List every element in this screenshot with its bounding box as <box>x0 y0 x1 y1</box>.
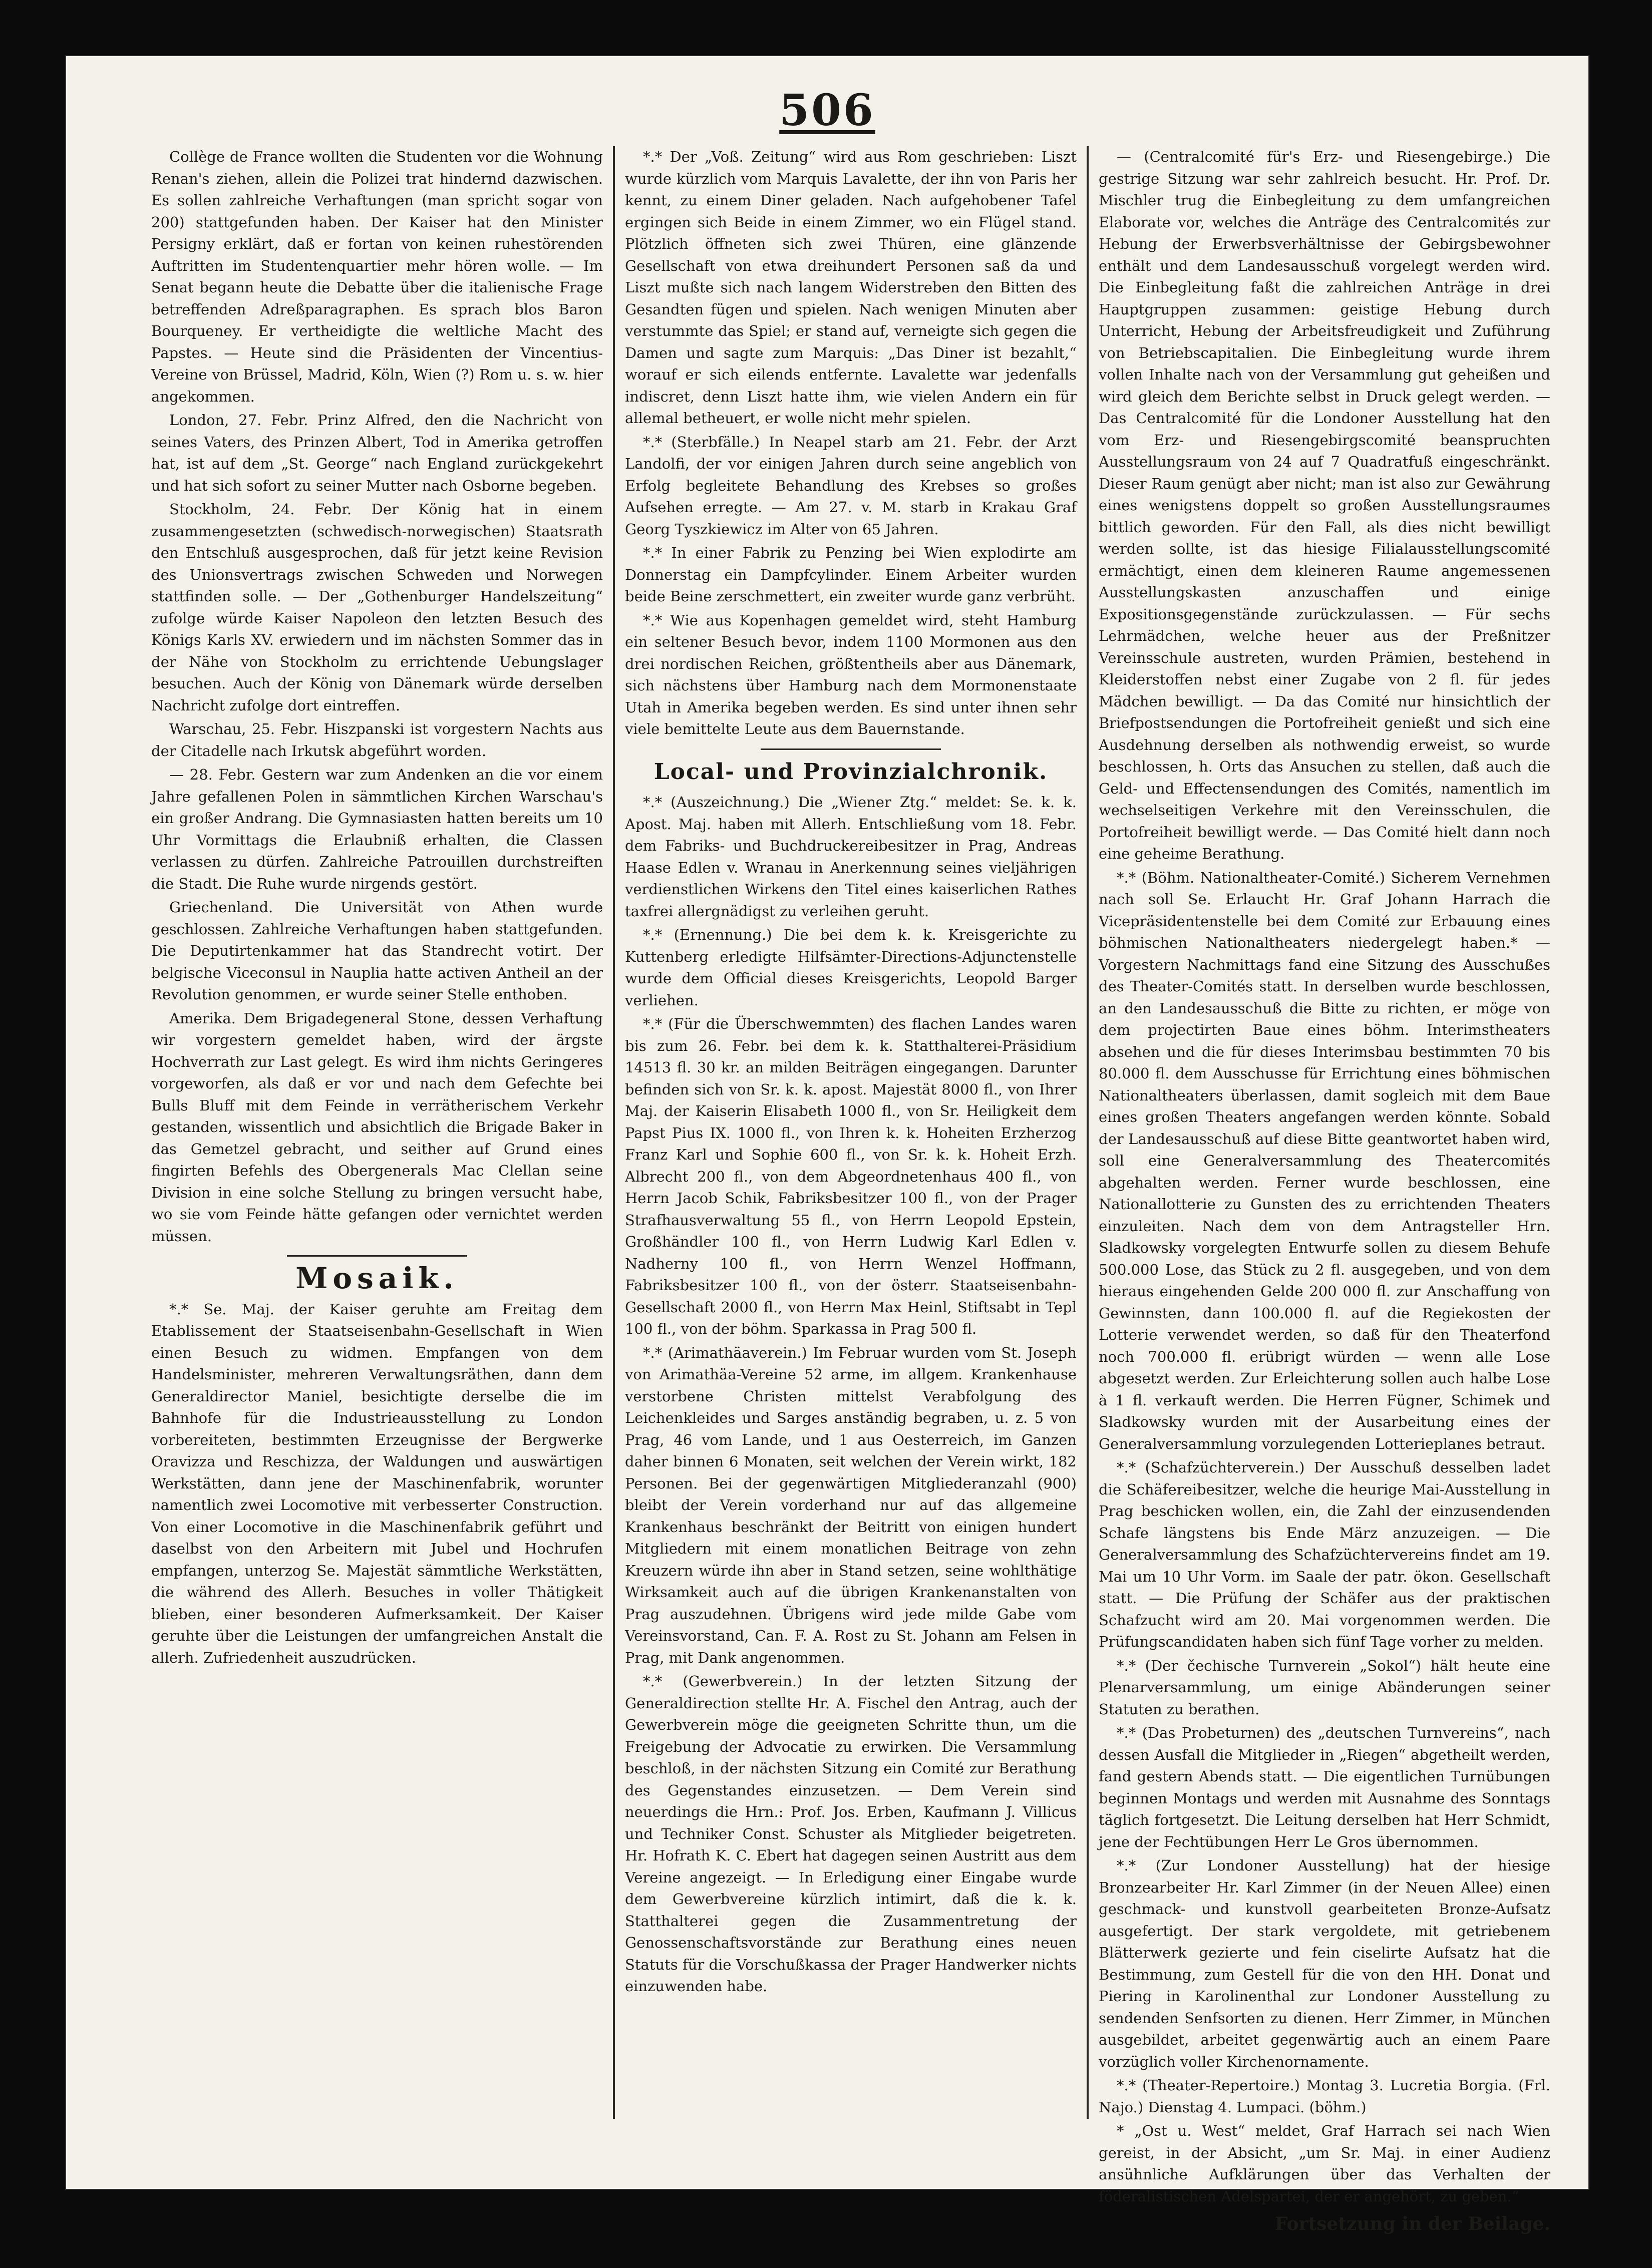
paragraph: *.* Wie aus Kopenhagen gemeldet wird, steht Hamburg ein seltener Besuch bevor, indem 1100 Mormonen aus den drei nordischen Reichen, größtentheils aber aus Dänemark, sich nächstens über Hamburg nach dem Mormonenstaate Utah in Amerika begeben werden. Es sind unter ihnen sehr viele bemittelte Leute aus dem Bauernstande. <box>625 611 1077 737</box>
section-divider <box>761 748 941 750</box>
column-2 <box>615 146 1087 2119</box>
paragraph: Collège de France wollten die Studenten vor die Wohnung Renan's ziehen, allein die Polizei trat hindernd dazwischen. Es sollen zahlreiche Verhaftungen (man spricht sogar von 200) stattgefunden haben. Der Kaiser hat den Minister Persigny erklärt, daß er fortan von keinen ruhestörenden Auftritten im Studentenquartier mehr hören wolle. — Im Senat begann heute die Debatte über die italienische Frage betreffenden Adreßparagraphen. Es sprach blos Baron Bourqueney. Er vertheidigte die weltliche Macht des Papstes. — Heute sind die Präsidenten der Vincentius-Vereine von Brüssel, Madrid, Köln, Wien (?) Rom u. s. w. hier angekommen. <box>151 148 603 405</box>
paragraph: *.* (Sterbfälle.) In Neapel starb am 21. Febr. der Arzt Landolfi, der vor einigen Jahren durch seine angeblich von Erfolg begleitete Behandlung des Krebses so großes Aufsehen erregte. — Am 27. v. M. starb in Krakau Graf Georg Tyszkiewicz im Alter von 65 Jahren. <box>625 433 1077 538</box>
paragraph: *.* (Auszeichnung.) Die „Wiener Ztg.“ meldet: Se. k. k. Apost. Maj. haben mit Allerh. Entschließung vom 18. Febr. dem Fabriks- und Buchdruckereibesitzer in Prag, Andreas Haase Edlen v. Wranau in Anerkennung seines vieljährigen verdienstlichen Wirkens den Titel eines kaiserlichen Rathes taxfrei allergnädigst zu verleihen geruht. <box>625 794 1077 920</box>
paragraph: *.* (Zur Londoner Ausstellung) hat der hiesige Bronzearbeiter Hr. Karl Zimmer (in der Neuen Allee) einen geschmack- und kunstvoll gearbeiteten Bronze-Aufsatz ausgefertigt. Der stark vergoldete, mit getriebenem Blätterwerk gezierte und fein ciselirte Aufsatz hat die Bestimmung, zum Gestell für die von den HH. Donat und Piering in Karolinenthal zur Londoner Ausstellung zu sendenden Senfsorten zu dienen. Herr Zimmer, in München ausgebildet, arbeitet gegenwärtig auch an einem Paare vorzüglich voller Kirchenornamente. <box>1099 1857 1550 2070</box>
paragraph: *.* Der „Voß. Zeitung“ wird aus Rom geschrieben: Liszt wurde kürzlich vom Marquis Lavalette, der ihn von Paris her kennt, zu einem Diner geladen. Nach aufgehobener Tafel ergingen sich Beide in einem Zimmer, wo ein Flügel stand. Plötzlich öffneten sich zwei Thüren, eine glänzende Gesellschaft von etwa dreihundert Personen saß da und Liszt mußte sich nach langem Widerstreben den Bitten des Gesandten fügen und spielen. Nach wenigen Minuten aber verstummte das Spiel; er stand auf, verneigte sich gegen die Damen und sagte zum Marquis: „Das Diner ist bezahlt,“ worauf er sich eilends entfernte. Lavalette war jedenfalls indiscret, denn Liszt hatte ihm, wie vielen Andern ein für allemal betheuert, er wolle nicht mehr spielen. <box>625 148 1077 427</box>
paragraph: *.* (Gewerbverein.) In der letzten Sitzung der Generaldirection stellte Hr. A. Fischel den Antrag, auch der Gewerbverein möge die geeigneten Schritte thun, um die Freigebung der Advocatie zu erwirken. Die Versammlung beschloß, in der nächsten Sitzung ein Comité zur Berathung des Gegenstandes einzusetzen. — Dem Verein sind neuerdings die Hrn.: Prof. Jos. Erben, Kaufmann J. Villicus und Techniker Const. Schuster als Mitglieder beigetreten. Hr. Hofrath K. C. Ebert hat dagegen seinen Austritt aus dem Vereine angezeigt. — In Erledigung einer Eingabe wurde dem Gewerbvereine kürzlich intimirt, daß die k. k. Statthalterei gegen die Zusammentretung der Genossenschaftsvorstände zur Berathung eines neuen Statuts für die Vorschußkassa der Prager Handwerker nichts einzuwenden habe. <box>625 1673 1077 1995</box>
paragraph: Warschau, 25. Febr. Hiszpanski ist vorgestern Nachts aus der Citadelle nach Irkutsk abgeführt worden. <box>151 720 603 760</box>
paragraph: *.* (Ernennung.) Die bei dem k. k. Kreisgerichte zu Kuttenberg erledigte Hilfsämter-Directions-Adjunctenstelle wurde dem Official dieses Kreisgerichts, Leopold Barger verliehen. <box>625 926 1077 1009</box>
paragraph: — (Centralcomité für's Erz- und Riesengebirge.) Die gestrige Sitzung war sehr zahlreich besucht. Hr. Prof. Dr. Mischler trug die Einbegleitung zu dem umfangreichen Elaborate vor, welches die Anträge des Centralcomités zur Hebung der Erwerbsverhältnisse der Gebirgsbewohner enthält und dem Landesausschuß vorgelegt werden wird. Die Einbegleitung faßt die zahlreichen Anträge in drei Hauptgruppen zusammen: geistige Hebung durch Unterricht, Hebung der Arbeitsfreudigkeit und Zuführung von Betriebscapitalien. Die Einbegleitung wurde ihrem vollen Inhalte nach von der Versammlung gut geheißen und wird gleich dem Berichte selbst in Druck gelegt werden. — Das Centralcomité für die Londoner Ausstellung hat den vom Erz- und Riesengebirgscomité beanspruchten Ausstellungsraum von 24 auf 7 Quadratfuß eingeschränkt. Dieser Raum genügt aber nicht; man ist also zur Gewährung eines wenigstens doppelt so großen Ausstellungsraumes bittlich geworden. Für den Fall, als dies nicht bewilligt werden sollte, ist das hiesige Filialausstellungscomité ermächtigt, einen dem kleineren Raume angemessenen Ausstellungskasten anzuschaffen und einige Expositionsgegenstände zurückzulassen. — Für sechs Lehrmädchen, welche heuer aus der Preßnitzer Vereinsschule austreten, wurden Prämien, bestehend in Kleiderstoffen nebst einer Zugabe von 2 fl. für jedes Mädchen bewilligt. — Da das Comité nur hinsichtlich der Briefpostsendungen die Portofreiheit genießt und sich eine Ausdehnung derselben als nothwendig erweist, so wurde beschlossen, h. Orts das Ansuchen zu stellen, daß auch die Geld- und Effectensendungen des Comités, namentlich im wechselseitigen Verkehre mit den Vereinsschulen, die Portofreiheit bewilligt werde. — Das Comité hielt dann noch eine geheime Berathung. <box>1099 148 1550 862</box>
paragraph: — 28. Febr. Gestern war zum Andenken an die vor einem Jahre gefallenen Polen in sämmtlichen Kirchen Warschau's ein großer Andrang. Die Gymnasiasten hatten bereits um 10 Uhr Vormittags die Erlaubniß erhalten, die Classen verlassen zu dürfen. Zahlreiche Patrouillen durchstreiften die Stadt. Die Ruhe wurde nirgends gestört. <box>151 766 603 892</box>
paragraph: *.* (Das Probeturnen) des „deutschen Turnvereins“, nach dessen Ausfall die Mitglieder in „Riegen“ abgetheilt werden, fand gestern Abends statt. — Die eigentlichen Turnübungen beginnen Montags und werden mit Ausnahme des Sonntags täglich fortgesetzt. Die Leitung derselben hat Herr Schmidt, jene der Fechtübungen Herr Le Gros übernommen. <box>1099 1724 1550 1850</box>
paragraph: *.* (Für die Überschwemmten) des flachen Landes waren bis zum 26. Febr. bei dem k. k. Statthalterei-Präsidium 14513 fl. 30 kr. an milden Beiträgen eingegangen. Darunter befinden sich von Sr. k. k. apost. Majestät 8000 fl., von Ihrer Maj. der Kaiserin Elisabeth 1000 fl., von Sr. Heiligkeit dem Papst Pius IX. 1000 fl., von Ihren k. k. Hoheiten Erzherzog Franz Karl und Sophie 600 fl., von Sr. k. k. Hoheit Erzh. Albrecht 200 fl., von dem Abgeordnetenhaus 400 fl., von Herrn Jacob Schik, Fabriksbesitzer 100 fl., von der Prager Strafhausverwaltung 55 fl., von Herrn Leopold Epstein, Großhändler 100 fl., von Herrn Ludwig Karl Edlen v. Nadherny 100 fl., von Herrn Wenzel Hoffmann, Fabriksbesitzer 100 fl., von der österr. Staatseisenbahn-Gesellschaft 2000 fl., von Herrn Max Heinl, Stiftsabt in Tepl 100 fl., von der böhm. Sparkassa in Prag 500 fl. <box>625 1015 1077 1337</box>
paragraph: *.* (Schafzüchterverein.) Der Ausschuß desselben ladet die Schäfereibesitzer, welche die heurige Mai-Ausstellung in Prag beschicken wollen, ein, die Zahl der einzusendenden Schafe längstens bis Ende März anzuzeigen. — Die Generalversammlung des Schafzüchtervereins findet am 19. Mai um 10 Uhr Vorm. im Saale der patr. ökon. Gesellschaft statt. — Die Prüfung der Schäfer aus der praktischen Schafzucht wird am 20. Mai vorgenommen werden. Die Prüfungscandidaten haben sich fünf Tage vorher zu melden. <box>1099 1459 1550 1650</box>
paragraph: *.* (Der čechische Turnverein „Sokol“) hält heute eine Plenarversammlung, um einige Abänderungen seiner Statuten zu berathen. <box>1099 1657 1550 1718</box>
section-heading-mosaik: Mosaik. <box>295 1261 459 1295</box>
paragraph: * „Ost u. West“ meldet, Graf Harrach sei nach Wien gereist, in der Absicht, „um Sr. Maj. in einer Audienz ansühnliche Aufklärungen über das Verhalten der föderalistischen Adelspartei, der er angehört, zu geben.“ <box>1099 2122 1550 2205</box>
newspaper-page <box>66 56 1588 2234</box>
page-number: 506 <box>779 85 875 136</box>
paragraph: Griechenland. Die Universität von Athen wurde geschlossen. Zahlreiche Verhaftungen haben stattgefunden. Die Deputirtenkammer hat das Standrecht votirt. Der belgische Viceconsul in Nauplia hatte activen Antheil an der Revolution genommen, er wurde seiner Stelle enthoben. <box>151 899 603 1003</box>
paragraph: Stockholm, 24. Febr. Der König hat in einem zusammengesetzten (schwedisch-norwegischen) Staatsrath den Entschluß ausgesprochen, daß für jetzt keine Revision des Unionsvertrags zwischen Schweden und Norwegen stattfinden solle. — Der „Gothenburger Handelszeitung“ zufolge würde Kaiser Napoleon den letzten Besuch des Königs Karls XV. erwiedern und im nächsten Sommer das in der Nähe von Stockholm zu errichtende Uebungslager besuchen. Auch der König von Dänemark würde derselben Nachricht zufolge dort eintreffen. <box>151 501 603 714</box>
columns <box>141 146 1560 2234</box>
paragraph: London, 27. Febr. Prinz Alfred, den die Nachricht von seines Vaters, des Prinzen Albert, Tod in Amerika getroffen hat, ist auf dem „St. George“ nach England zurückgekehrt und hat sich sofort zu seiner Mutter nach Osborne begeben. <box>151 412 603 494</box>
paragraph: *.* (Theater-Repertoire.) Montag 3. Lucretia Borgia. (Frl. Najo.) Dienstag 4. Lumpaci. (böhm.) <box>1099 2077 1550 2116</box>
paragraph: *.* In einer Fabrik zu Penzing bei Wien explodirte am Donnerstag ein Dampfcylinder. Einem Arbeiter wurden beide Beine zerschmettert, ein zweiter wurde ganz verbrüht. <box>625 544 1077 605</box>
section-heading-local: Local- und Provinzialchronik. <box>653 759 1048 785</box>
column-1 <box>141 146 613 2119</box>
continuation-note: Fortsetzung in der Beilage. <box>1274 2213 1550 2234</box>
paragraph: *.* Se. Maj. der Kaiser geruhte am Freitag dem Etablissement der Staatseisenbahn-Gesellschaft in Wien einen Besuch zu widmen. Empfangen von dem Handelsminister, mehreren Verwaltungsräthen, dann dem Generaldirector Maniel, besichtigte derselbe die im Bahnhofe für die Industrieausstellung zu London vorbereiteten, bestimmten Erzeugnisse der Bergwerke Oravizza und Reschizza, der Waldungen und auswärtigen Werkstätten, dann jene der Maschinenfabrik, worunter namentlich zwei Locomotive mit verbesserter Construction. Von einer Locomotive in die Maschinenfabrik geführt und daselbst von den Arbeitern mit Jubel und Hochrufen empfangen, unterzog Se. Majestät sämmtliche Werkstätten, die während des Allerh. Besuches in voller Thätigkeit blieben, einer besonderen Aufmerksamkeit. Der Kaiser geruhte über die Leistungen der umfangreichen Anstalt die allerh. Zufriedenheit auszudrücken. <box>151 1300 603 1666</box>
paragraph: *.* (Arimathäaverein.) Im Februar wurden vom St. Joseph von Arimathäa-Vereine 52 arme, im allgem. Krankenhause verstorbene Christen mittelst Verabfolgung des Leichenkleides und Sarges anständig begraben, u. z. 5 von Prag, 46 vom Lande, und 1 aus Oesterreich, im Ganzen daher binnen 6 Monaten, seit welchen der Verein wirkt, 182 Personen. Bei der gegenwärtigen Mitgliederanzahl (900) bleibt der Verein vorderhand nur auf das allgemeine Krankenhaus beschränkt der Beitritt von einigen hundert Mitgliedern mit einem monatlichen Beitrage von zehn Kreuzern würde ihn aber in Stand setzen, seine wohlthätige Wirksamkeit auch auf die übrigen Krankenanstalten von Prag auszudehnen. Übrigens wird jede milde Gabe vom Vereinsvorstand, Can. F. A. Rost zu St. Johann am Felsen in Prag, mit Dank angenommen. <box>625 1344 1077 1666</box>
section-divider <box>287 1255 468 1257</box>
column-3 <box>1089 146 1560 2234</box>
paragraph: *.* (Böhm. Nationaltheater-Comité.) Sicherem Vernehmen nach soll Se. Erlaucht Hr. Graf Johann Harrach die Vicepräsidentenstelle bei dem Comité zur Erbauung eines böhmischen Nationaltheaters niedergelegt haben.* — Vorgestern Nachmittags fand eine Sitzung des Ausschußes des Theater-Comités statt. In derselben wurde beschlossen, an den Landesausschuß die Bitte zu richten, er möge von dem projectirten Baue eines böhm. Interimstheaters absehen und die für dieses Interimsbau bestimmten 70 bis 80.000 fl. dem Ausschusse für Errichtung eines böhmischen Nationaltheaters überlassen, damit sogleich mit dem Baue eines großen Theaters angefangen werden könnte. Sobald der Landesausschuß auf diese Bitte geantwortet haben wird, soll eine Generalversammlung des Theatercomités abgehalten werden. Ferner wurde beschlossen, eine Nationallotterie zu Gunsten des zu errichtenden Theaters einzuleiten. Nach dem von dem Antragsteller Hrn. Sladkowsky vorgelegten Entwurfe sollen zu diesem Behufe 500.000 Lose, das Stück zu 2 fl. ausgegeben, und von dem hieraus eingehenden Gelde 200 000 fl. zur Anschaffung von Gewinnsten, dann 100.000 fl. auf die Regiekosten der Lotterie verwendet werden, so daß für den Theaterfond noch 700.000 fl. erübrigt würden — wenn alle Lose abgesetzt werden. Zur Erleichterung sollen auch halbe Lose à 1 fl. verkauft werden. Die Herren Fügner, Schimek und Sladkowsky wurden mit der Ausarbeitung eines der Generalversammlung vorzulegenden Lotterieplanes betraut. <box>1099 869 1550 1452</box>
paragraph: Amerika. Dem Brigadegeneral Stone, dessen Verhaftung wir vorgestern gemeldet haben, wird der ärgste Hochverrath zur Last gelegt. Es wird ihm nichts Geringeres vorgeworfen, als daß er vor und nach dem Gefechte bei Bulls Bluff mit dem Feinde in verrätherischem Verkehr gestanden, wissentlich und absichtlich die Brigade Baker in das Gemetzel gebracht, und seither auf Grund eines fingirten Befehls des Obergenerals Mac Clellan seine Division in eine solche Stellung zu bringen versucht habe, wo sie vom Feinde hätte gefangen oder vernichtet werden müssen. <box>151 1009 603 1245</box>
